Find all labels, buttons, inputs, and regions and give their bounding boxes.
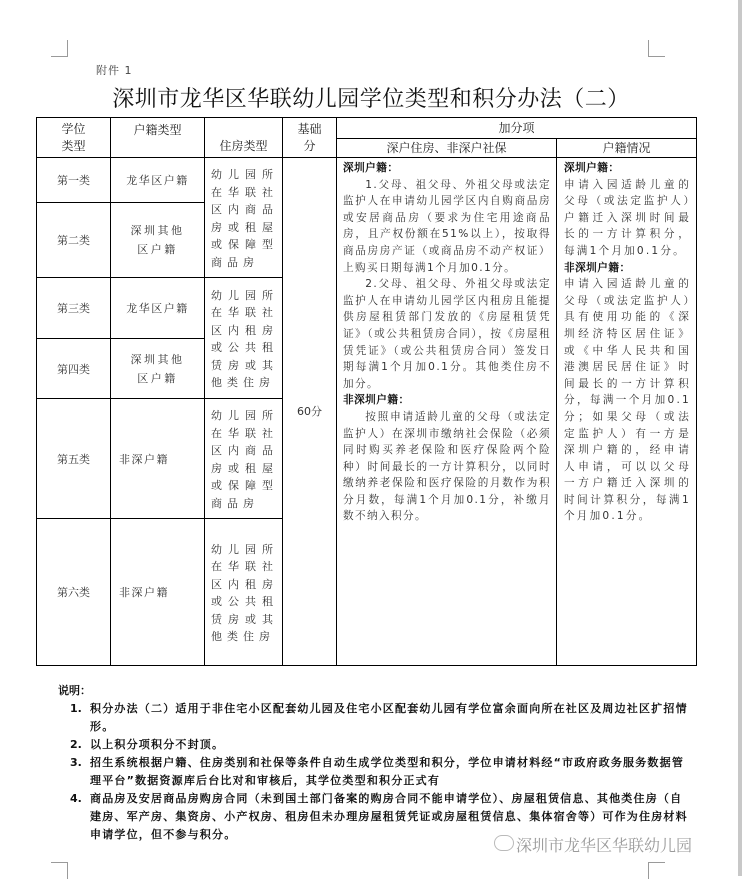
category-cell: 第三类 [36, 277, 111, 339]
sz-housing-rule-1: 1.父母、祖父母、外祖父母或法定监护人在申请幼儿园学区内自购商品房或安居商品房（要求为住宅用途商品房，且产权份额在51%以上），按取得商品房房产证（或商品房不动产权证）上购买日期每满1个月加0.1分。 [343, 178, 551, 274]
category-cell: 第二类 [36, 202, 111, 278]
category-cell: 第五类 [36, 398, 111, 519]
base-score-value: 60分 [297, 405, 322, 418]
sz-hukou-heading: 深圳户籍： [343, 162, 399, 174]
note-number: 4. [70, 792, 82, 805]
header-text: 类型 [61, 138, 86, 153]
housing-cell: 幼儿园所在华联社区内租房或公共租赁房或其他类住房 [204, 518, 283, 666]
note-number: 1. [70, 702, 82, 715]
header-bonus-hukou: 户籍情况 [556, 138, 697, 158]
page-title: 深圳市龙华区华联幼儿园学位类型和积分办法（二） [112, 87, 630, 112]
non-sz-hukou-heading: 非深圳户籍： [564, 261, 631, 274]
hukou-cell: 非深户籍 [110, 398, 205, 519]
sz-hukou-rule: 申请入园适龄儿童的父母（或法定监护人）户籍迁入深圳时间最长的一方计算积分，每满1个月加0.1分。 [564, 178, 691, 257]
header-bonus: 加分项 [336, 117, 697, 139]
header-base-score [282, 117, 337, 158]
bonus-hukou-cell [556, 157, 697, 666]
window-edge [738, 0, 742, 876]
sz-hukou-heading: 深圳户籍： [564, 162, 620, 174]
note-item [70, 754, 738, 790]
page-corner-mark [51, 862, 68, 879]
attachment-label: 附件 1 [96, 64, 133, 77]
page-corner-mark [648, 40, 665, 57]
hukou-cell: 非深户籍 [110, 518, 205, 666]
header-text: 学位 [61, 121, 86, 136]
note-item [70, 700, 738, 736]
category-cell: 第六类 [36, 518, 111, 666]
note-number: 3. [70, 756, 82, 769]
bonus-housing-cell [336, 157, 557, 666]
housing-cell: 幼儿园所在华联社区内租房或公共租赁房或其他类住房 [204, 277, 283, 399]
page-corner-mark [51, 40, 68, 57]
hukou-cell: 深圳其他区户籍 [110, 202, 205, 278]
hukou-cell: 龙华区户籍 [110, 157, 205, 203]
base-score-cell [282, 157, 337, 666]
note-text: 招生系统根据户籍、住房类别和社保等条件自动生成学位类型和积分，学位申请材料经“市政府政务服务数据管理平台”数据资源库后台比对和审核后，其学位类型和积分正式有 [90, 756, 685, 787]
hukou-cell: 龙华区户籍 [110, 277, 205, 339]
notes-section [58, 682, 738, 844]
note-number: 2. [70, 738, 82, 751]
non-sz-hukou-heading: 非深圳户籍： [343, 394, 410, 407]
header-housing: 住房类型 [204, 117, 283, 158]
hukou-cell: 深圳其他区户籍 [110, 338, 205, 399]
non-sz-hukou-rule: 申请入园适龄儿童的父母（或法定监护人）具有使用功能的《深圳经济特区居住证》或《中华人民共和国港澳居民居住证》时间最长的一方计算积分，每满一个月加0.1分；如果父母（或法定监护人）有一方是深圳户籍的，经申请人申请，可以以父母一方户籍迁入深圳的时间计算积分，每满1个月加0.1分。 [564, 278, 691, 523]
note-item [70, 736, 738, 754]
sz-housing-rule-2: 2.父母、祖父母、外祖父母或法定监护人在申请幼儿园学区内租房且能提供房屋租赁部门发放的《房屋租赁凭证》（或公共租赁房合同），按《房屋租赁凭证》（或公共租赁房合同）签发日期每满1个月加0.1分。其他类住房不加分。 [343, 278, 551, 390]
category-cell: 第四类 [36, 338, 111, 399]
header-category [36, 117, 111, 158]
watermark: 深圳市龙华区华联幼儿园 [516, 836, 693, 855]
note-text: 积分办法（二）适用于非住宅小区配套幼儿园及住宅小区配套幼儿园有学位富余面向所在社区及周边社区扩招情形。 [90, 702, 688, 733]
wechat-watermark-icon [494, 835, 514, 851]
housing-cell: 幼儿园所在华联社区内商品房或租屋或保障型商品房 [204, 157, 283, 278]
category-cell: 第一类 [36, 157, 111, 203]
header-text: 基础 [297, 121, 322, 136]
housing-cell: 幼儿园所在华联社区内商品房或租屋或保障型商品房 [204, 398, 283, 519]
notes-label: 说明： [58, 684, 91, 697]
non-sz-social-security-rule: 按照申请适龄儿童的父母（或法定监护人）在深圳市缴纳社会保险（必须同时购买养老保险和医疗保险两个险种）时间最长的一方计算积分，以同时缴纳养老保险和医疗保险的月数作为积分月数，每满1个月加0.1分，补缴月数不纳入积分。 [343, 410, 551, 523]
header-bonus-housing: 深户住房、非深户社保 [336, 138, 557, 158]
header-text: 分 [303, 138, 316, 153]
note-text: 以上积分项积分不封顶。 [90, 738, 225, 751]
note-text: 商品房及安居商品房购房合同（未到国土部门备案的购房合同不能申请学位）、房屋租赁信息、其他类住房（自建房、军产房、集资房、小产权房、租房但未办理房屋租赁凭证或房屋租赁信息、集体宿舍等）可作为住房材料申请学位，但不参与积分。 [90, 792, 688, 841]
header-hukou: 户籍类型 [110, 117, 205, 158]
page-corner-mark [648, 862, 665, 879]
